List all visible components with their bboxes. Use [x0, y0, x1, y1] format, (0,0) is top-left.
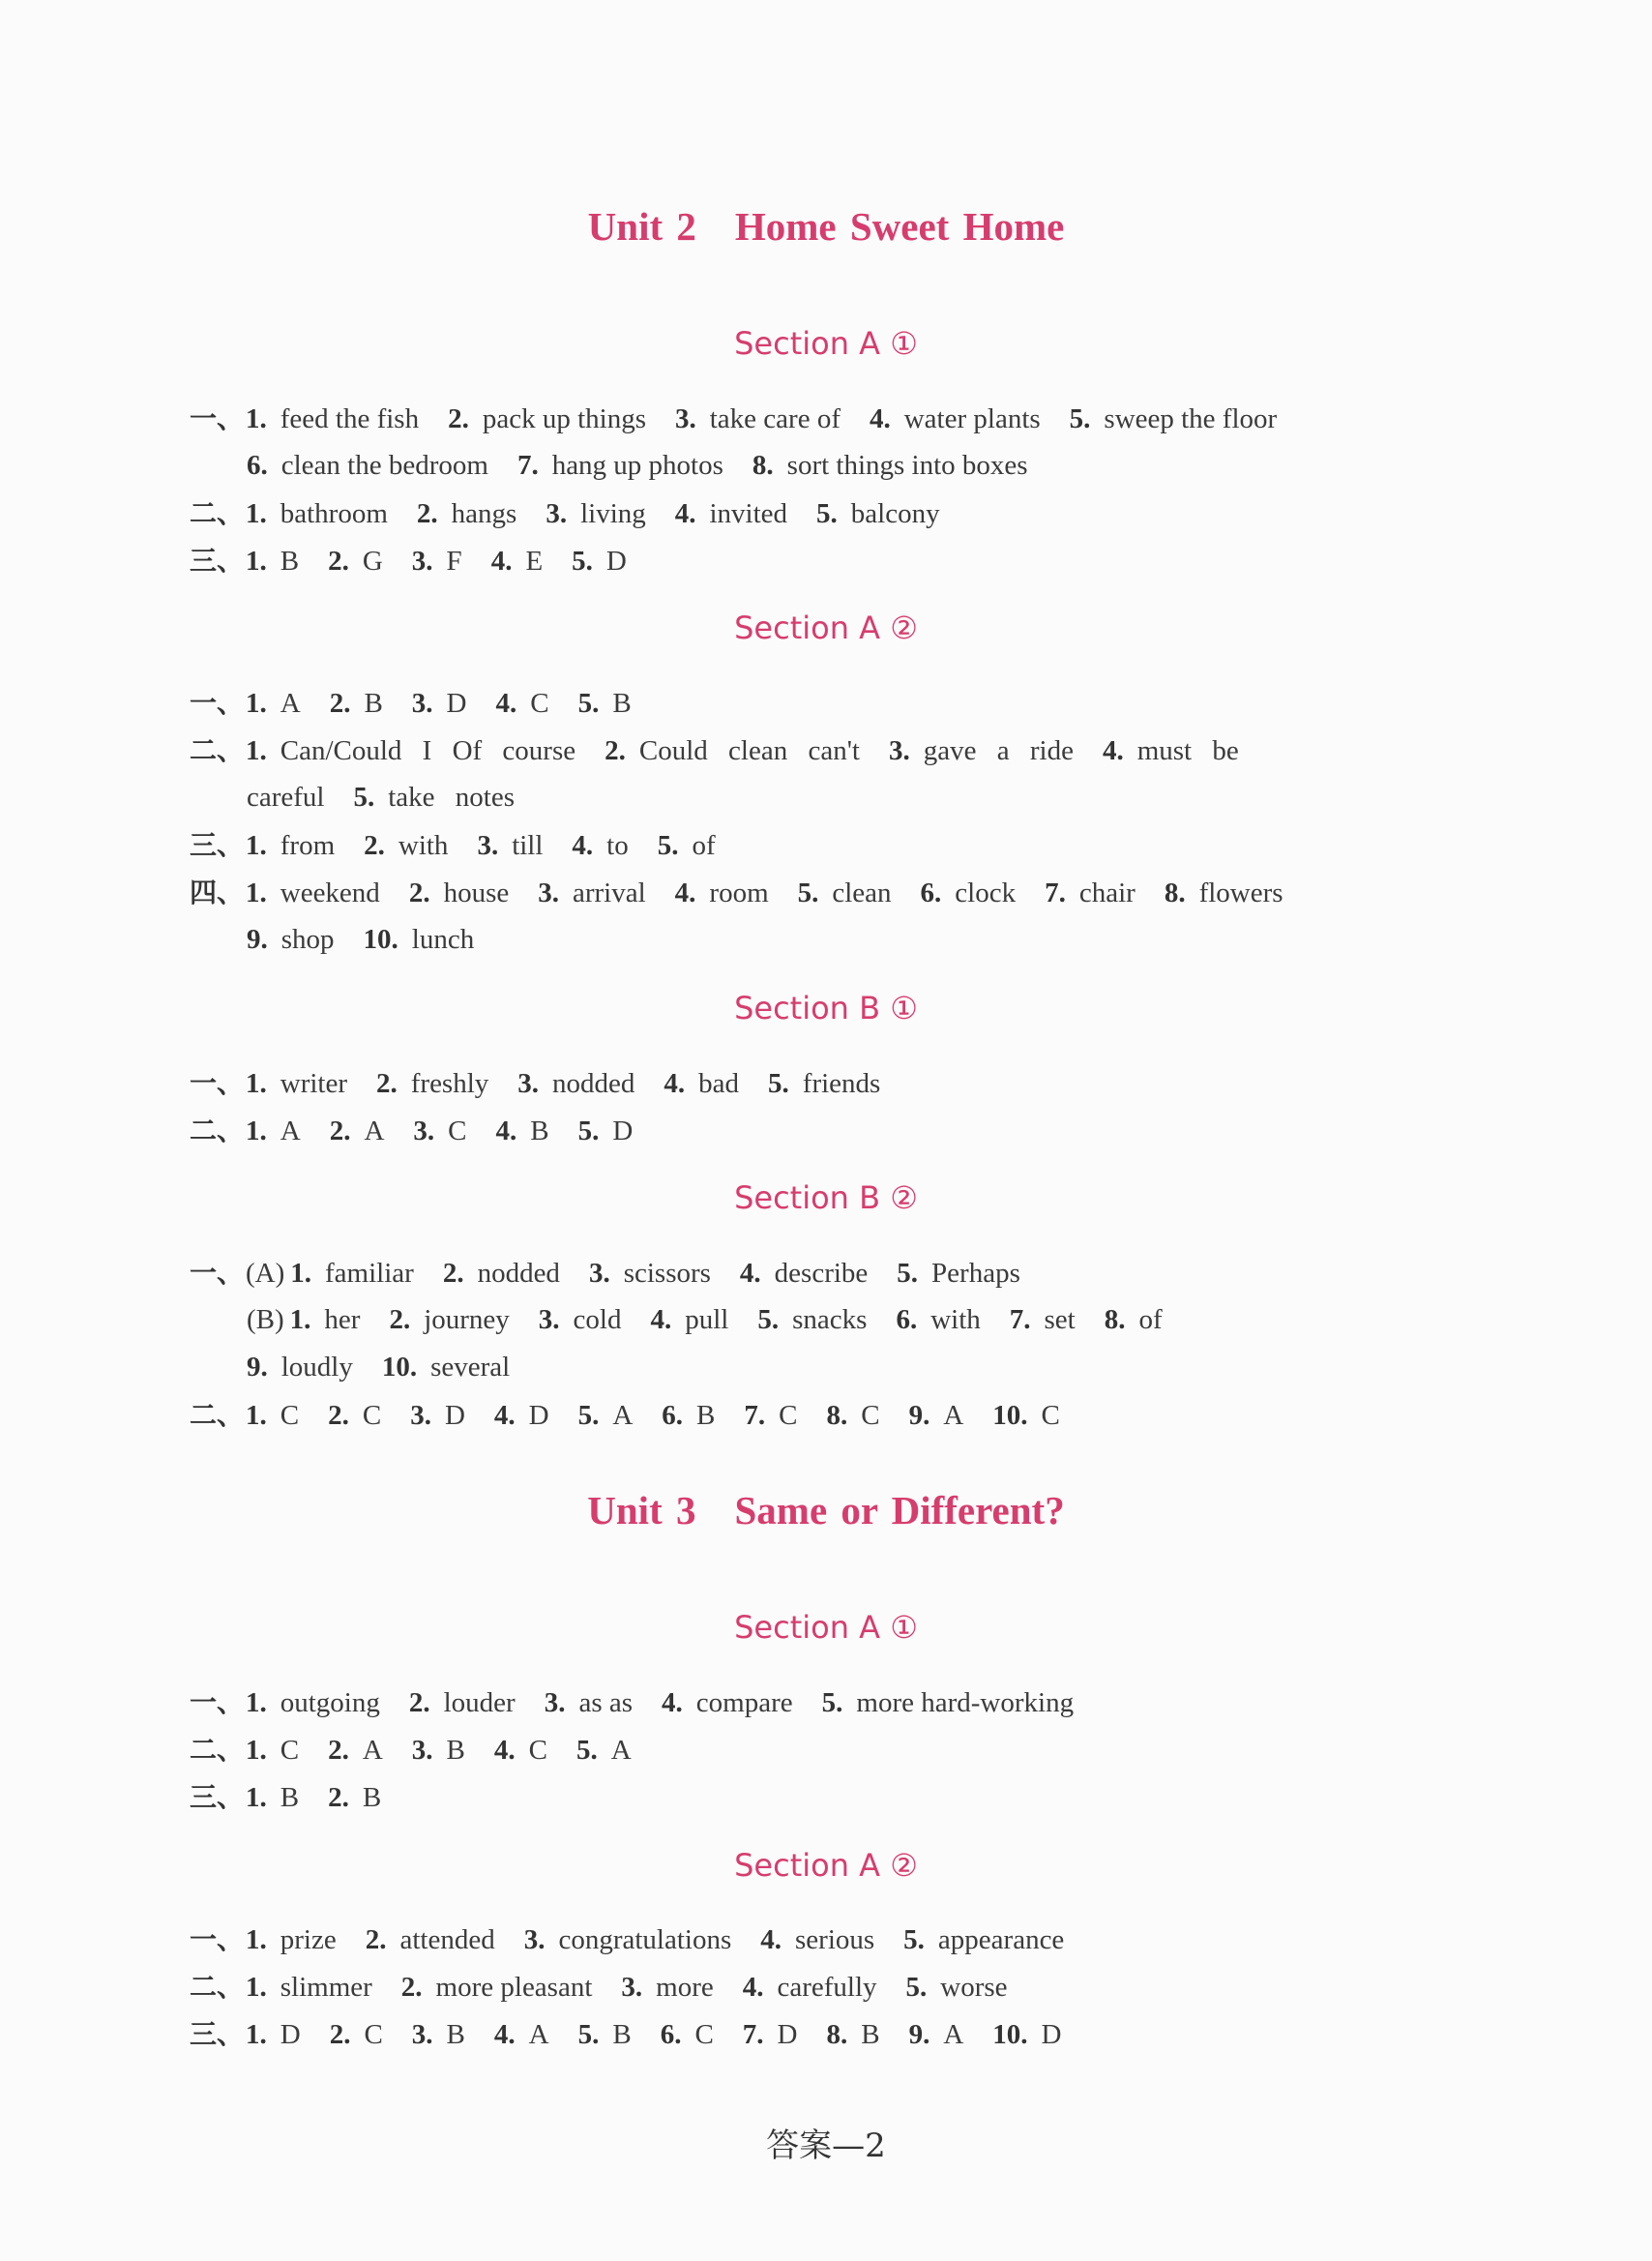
unit2-section-b1-title: Section B ①	[734, 990, 918, 1026]
unit2-a2-part2: 二、1. Can/Could I Of course 2. Could clean can't 3. gave a ride 4. must be	[190, 727, 1268, 774]
item-number: 2.	[329, 688, 351, 719]
answer-item: nodded	[477, 1258, 560, 1289]
answer-item: writer	[280, 1068, 347, 1099]
answer-item: B	[280, 1782, 300, 1813]
answer-item: serious	[795, 1924, 875, 1955]
item-number: 6.	[896, 1304, 918, 1335]
unit2-b2-part1a: 一、(A) 1. familiar 2. nodded 3. scissors 4. describe 5. Perhaps	[190, 1249, 1049, 1296]
unit2-a2-part4-cont	[247, 916, 503, 964]
answer-item: describe	[774, 1258, 869, 1289]
unit2-a1-part1: 一、1. feed the fish 2. pack up things 3. take care of 4. water plants 5. sweep the floor	[190, 395, 1306, 442]
item-number: 2.	[329, 2019, 351, 2050]
unit3-a2-part2: 二、1. slimmer 2. more pleasant 3. more 4. carefully 5. worse	[190, 1963, 1037, 2010]
answer-item: D	[605, 546, 627, 577]
unit2-title-name: Home Sweet Home	[734, 204, 1065, 249]
answer-item: carefully	[777, 1972, 877, 2003]
item-number: 2.	[448, 403, 469, 434]
item-number: 1.	[246, 1735, 267, 1766]
answer-item: outgoing	[280, 1687, 380, 1718]
item-number: 1.	[246, 2019, 267, 2050]
answer-item: A	[943, 2019, 964, 2050]
item-number: 3.	[413, 1116, 435, 1146]
answer-item: pull	[685, 1304, 729, 1335]
item-number: 8.	[1164, 878, 1186, 908]
answer-item: snacks	[792, 1304, 868, 1335]
item-number: 3.	[411, 2019, 433, 2050]
unit3-a2-part3: 三、1. D 2. C 3. B 4. A 5. B 6. C 7. D 8. B 9. A 10. D	[190, 2010, 1090, 2058]
answer-item: cold	[573, 1304, 622, 1335]
answer-item: Perhaps	[931, 1258, 1020, 1289]
item-number: 7.	[742, 2019, 764, 2050]
answer-item: more pleasant	[435, 1972, 593, 2003]
answer-item: invited	[709, 498, 788, 529]
answer-item: A	[280, 1116, 301, 1146]
item-number: 10.	[381, 1352, 418, 1383]
answer-item: C	[362, 1400, 382, 1431]
item-number: 5.	[572, 546, 593, 577]
answer-item: more hard-working	[856, 1687, 1075, 1718]
answer-item: D	[777, 2019, 798, 2050]
answer-item: hangs	[451, 498, 517, 529]
answer-item: B	[364, 688, 383, 719]
answer-item: clean	[832, 878, 892, 908]
item-number: 2.	[400, 1972, 423, 2003]
answer-item: B	[612, 2019, 632, 2050]
unit2-b2-part2: 二、1. C 2. C 3. D 4. D 5. A 6. B 7. C 8. C 9. A 10. C	[190, 1391, 1089, 1439]
item-number: 4.	[493, 2019, 516, 2050]
answer-item: attended	[399, 1924, 495, 1955]
answer-item: D	[446, 688, 467, 719]
item-number: 1.	[289, 1304, 311, 1335]
item-number: 2.	[408, 1687, 430, 1718]
answer-item: chair	[1078, 878, 1136, 908]
item-number: 2.	[365, 1924, 387, 1955]
answer-item: pack up things	[482, 403, 646, 434]
answer-item: shop	[280, 924, 335, 955]
item-number: 3.	[675, 403, 696, 434]
answer-item: till	[512, 830, 544, 861]
answer-item: house	[443, 878, 510, 908]
answer-item: nodded	[552, 1068, 635, 1099]
answer-item: B	[696, 1400, 716, 1431]
item-number: 2.	[328, 546, 349, 577]
item-number: 9.	[247, 924, 268, 955]
item-number: 1.	[246, 498, 267, 529]
item-number: 8.	[752, 450, 774, 481]
item-number: 4.	[739, 1258, 761, 1289]
item-number: 3.	[411, 546, 433, 577]
answer-item: B	[530, 1116, 549, 1146]
item-number: 5.	[657, 830, 679, 861]
item-number: 1.	[290, 1258, 312, 1289]
item-number: 3.	[410, 1400, 431, 1431]
unit2-a2-part2-cont: careful 5. take notes	[247, 782, 516, 813]
item-number: 5.	[1069, 403, 1091, 434]
unit3-title-number: Unit 3	[587, 1488, 696, 1532]
answer-item: D	[280, 2019, 301, 2050]
answer-item: A	[612, 1400, 634, 1431]
answer-item: bad	[698, 1068, 740, 1099]
answer-item: D	[444, 1400, 465, 1431]
item-number: 3.	[588, 1258, 610, 1289]
answer-item: C	[694, 2019, 714, 2050]
item-number: 1.	[246, 1782, 267, 1813]
answer-item: flowers	[1198, 878, 1283, 908]
item-number: 4.	[664, 1068, 686, 1099]
answer-item: clock	[955, 878, 1017, 908]
answer-item: set	[1044, 1304, 1076, 1335]
item-number: 4.	[572, 830, 594, 861]
item-number: 3.	[538, 878, 559, 908]
item-number: 10.	[992, 2019, 1028, 2050]
unit2-section-a2-title: Section A ②	[734, 610, 918, 646]
item-number: 7.	[1045, 878, 1066, 908]
answer-item: worse	[940, 1972, 1008, 2003]
unit3-title-name: Same or Different?	[734, 1488, 1065, 1532]
item-number: 5.	[897, 1258, 919, 1289]
answer-item: from	[280, 830, 336, 861]
item-number: 8.	[1104, 1304, 1126, 1335]
answer-item: several	[430, 1352, 511, 1383]
item-number: 1.	[246, 1687, 267, 1718]
answer-item: to	[606, 830, 629, 861]
item-number: 5.	[768, 1068, 789, 1099]
item-number: 5.	[577, 2019, 600, 2050]
unit3-a1-part3: 三、1. B 2. B	[190, 1773, 410, 1821]
answer-item: A	[610, 1735, 632, 1766]
item-number: 1.	[246, 688, 267, 719]
answer-item: slimmer	[280, 1972, 372, 2003]
item-number: 2.	[376, 1068, 398, 1099]
item-number: 4.	[493, 1400, 516, 1431]
item-number: 5.	[575, 1735, 598, 1766]
answer-item: loudly	[280, 1352, 353, 1383]
answer-item: living	[580, 498, 646, 529]
item-number: 3.	[523, 1924, 546, 1955]
answer-item: Could clean can't	[638, 735, 860, 766]
unit2-section-b2-title: Section B ②	[734, 1179, 918, 1216]
item-number: 5.	[577, 1400, 600, 1431]
answer-item: feed the fish	[280, 403, 420, 434]
item-number: 3.	[621, 1972, 643, 2003]
item-number: 4.	[1102, 735, 1124, 766]
answer-item: freshly	[410, 1068, 489, 1099]
unit2-b1-part2: 二、1. A 2. A 3. C 4. B 5. D	[190, 1107, 662, 1154]
unit2-section-a1-title: Section A ①	[734, 325, 918, 362]
item-number: 3.	[411, 688, 433, 719]
item-number: 10.	[992, 1400, 1028, 1431]
answer-item: C	[528, 1735, 547, 1766]
item-number: 3.	[517, 1068, 540, 1099]
answer-item: sort things into boxes	[786, 450, 1028, 481]
item-number: 1.	[246, 1068, 267, 1099]
answer-item: B	[861, 2019, 880, 2050]
item-number: 6.	[920, 878, 942, 908]
answer-item: A	[280, 688, 301, 719]
item-number: 1.	[246, 830, 267, 861]
item-number: 5.	[816, 498, 838, 529]
item-number: 8.	[826, 1400, 848, 1431]
item-number: 7.	[744, 1400, 766, 1431]
unit2-b2-part1b: (B) 1. her 2. journey 3. cold 4. pull 5. snacks 6. with 7. set 8. of	[247, 1296, 1192, 1344]
answer-item: with	[930, 1304, 981, 1335]
item-number: 1.	[246, 546, 267, 577]
item-number: 2.	[416, 498, 438, 529]
item-number: 1.	[246, 1400, 267, 1431]
answer-item: C	[779, 1400, 798, 1431]
item-number: 5.	[905, 1972, 928, 2003]
answer-item: A	[528, 2019, 549, 2050]
item-number: 3.	[544, 1687, 566, 1718]
item-number: 5.	[797, 878, 819, 908]
unit2-title-number: Unit 2	[587, 204, 696, 249]
answer-item: A	[362, 1735, 383, 1766]
answer-item: scissors	[623, 1258, 711, 1289]
item-number: 2.	[605, 735, 626, 766]
answer-item: her	[324, 1304, 361, 1335]
answer-item: C	[861, 1400, 880, 1431]
answer-item: clean the bedroom	[280, 450, 488, 481]
item-number: 9.	[247, 1352, 268, 1383]
answer-item: C	[280, 1735, 300, 1766]
answer-item: B	[446, 2019, 465, 2050]
answer-item: with	[398, 830, 449, 861]
answer-item: D	[612, 1116, 634, 1146]
answer-item: gave a ride	[923, 735, 1074, 766]
answer-item: Can/Could I Of course	[280, 735, 576, 766]
unit2-a1-part1-cont	[247, 442, 1057, 490]
item-number: 5.	[757, 1304, 780, 1335]
answer-item: B	[362, 1782, 382, 1813]
item-number: 5.	[577, 1116, 600, 1146]
answer-item: D	[528, 1400, 549, 1431]
item-number: 4.	[650, 1304, 672, 1335]
item-number: 10.	[363, 924, 398, 955]
answer-item: compare	[695, 1687, 793, 1718]
answer-item: congratulations	[558, 1924, 732, 1955]
answer-item: F	[446, 546, 462, 577]
item-number: 4.	[662, 1687, 683, 1718]
item-number: 3.	[538, 1304, 560, 1335]
item-number: 2.	[328, 1400, 349, 1431]
answer-item: take care of	[709, 403, 841, 434]
item-number: 6.	[247, 450, 268, 481]
answer-item: journey	[424, 1304, 510, 1335]
item-number: 3.	[477, 830, 499, 861]
answer-item: sweep the floor	[1104, 403, 1278, 434]
item-number: 4.	[674, 878, 696, 908]
answer-item: water plants	[903, 403, 1041, 434]
answer-item: louder	[443, 1687, 516, 1718]
unit3-a1-part1: 一、1. outgoing 2. louder 3. as as 4. compare 5. more hard-working	[190, 1679, 1103, 1726]
item-number: 4.	[493, 1735, 516, 1766]
item-number: 2.	[328, 1735, 349, 1766]
item-number: 3.	[546, 498, 568, 529]
item-number: 7.	[516, 450, 539, 481]
unit2-a1-part3: 三、1. B 2. G 3. F 4. E 5. D	[190, 537, 656, 584]
answer-item: as as	[578, 1687, 634, 1718]
item-number: 4.	[495, 688, 517, 719]
answer-item: lunch	[411, 924, 475, 955]
item-number: 2.	[442, 1258, 464, 1289]
unit2-a2-part3: 三、1. from 2. with 3. till 4. to 5. of	[190, 821, 745, 869]
item-number: 4.	[674, 498, 696, 529]
item-number: 4.	[490, 546, 513, 577]
answer-item: of	[1138, 1304, 1163, 1335]
unit2-a2-part1: 一、1. A 2. B 3. D 4. C 5. B	[190, 679, 661, 727]
answer-item: A	[943, 1400, 964, 1431]
item-number: 6.	[662, 1400, 684, 1431]
answer-item: B	[280, 546, 300, 577]
answer-item: B	[612, 688, 632, 719]
item-number: 2.	[389, 1304, 411, 1335]
answer-item: must be	[1136, 735, 1239, 766]
answer-item: D	[1041, 2019, 1062, 2050]
unit2-title	[0, 203, 1652, 250]
item-number: 1.	[246, 1116, 267, 1146]
item-number: 4.	[495, 1116, 517, 1146]
answer-item: G	[362, 546, 383, 577]
answer-item: C	[364, 2019, 383, 2050]
answer-item: room	[709, 878, 769, 908]
item-number: 2.	[329, 1116, 351, 1146]
unit3-section-a2-title: Section A ②	[734, 1847, 918, 1884]
answer-item: bathroom	[280, 498, 388, 529]
answer-item: C	[280, 1400, 300, 1431]
item-number: 2.	[328, 1782, 349, 1813]
item-number: 7.	[1009, 1304, 1031, 1335]
item-number: 9.	[908, 1400, 930, 1431]
item-number: 4.	[760, 1924, 782, 1955]
answer-item: E	[525, 546, 544, 577]
answer-item: C	[448, 1116, 467, 1146]
item-number: 3.	[888, 735, 910, 766]
answer-item: balcony	[850, 498, 940, 529]
answer-item: arrival	[572, 878, 646, 908]
item-number: 2.	[364, 830, 385, 861]
item-number: 1.	[246, 735, 267, 766]
item-number: 1.	[246, 1924, 267, 1955]
answer-item: hang up photos	[551, 450, 723, 481]
item-number: 9.	[908, 2019, 930, 2050]
item-number: 5.	[903, 1924, 925, 1955]
item-number: 6.	[660, 2019, 682, 2050]
unit2-b1-part1: 一、1. writer 2. freshly 3. nodded 4. bad 5. friends	[190, 1059, 909, 1107]
unit3-section-a1-title: Section A ①	[734, 1609, 918, 1646]
item-number: 1.	[246, 878, 267, 908]
unit2-a1-part2: 二、1. bathroom 2. hangs 3. living 4. invited 5. balcony	[190, 490, 969, 537]
item-number: 4.	[742, 1972, 764, 2003]
answer-item: appearance	[937, 1924, 1065, 1955]
item-number: 5.	[821, 1687, 843, 1718]
answer-item: weekend	[280, 878, 380, 908]
answer-item: prize	[280, 1924, 337, 1955]
answer-item: friends	[802, 1068, 881, 1099]
unit3-a2-part1: 一、1. prize 2. attended 3. congratulations 4. serious 5. appearance	[190, 1916, 1093, 1963]
page-footer: 答案—2	[766, 2127, 886, 2165]
answer-item: of	[692, 830, 716, 861]
item-number: 4.	[869, 403, 891, 434]
unit2-b2-part1b-cont	[247, 1344, 539, 1391]
answer-item: A	[364, 1116, 385, 1146]
item-number: 2.	[408, 878, 430, 908]
unit3-title	[0, 1487, 1652, 1533]
answer-item: C	[530, 688, 549, 719]
item-number: 1.	[246, 1972, 267, 2003]
answer-item: more	[656, 1972, 714, 2003]
unit3-a1-part2: 二、1. C 2. A 3. B 4. C 5. A	[190, 1726, 661, 1773]
item-number: 1.	[246, 403, 267, 434]
answer-item: familiar	[325, 1258, 414, 1289]
item-number: 5.	[577, 688, 600, 719]
answer-item: B	[446, 1735, 465, 1766]
item-number: 8.	[826, 2019, 848, 2050]
unit2-a2-part4: 四、1. weekend 2. house 3. arrival 4. room 5. clean 6. clock 7. chair 8. flowers	[190, 869, 1313, 916]
item-number: 3.	[411, 1735, 433, 1766]
answer-item: C	[1041, 1400, 1060, 1431]
